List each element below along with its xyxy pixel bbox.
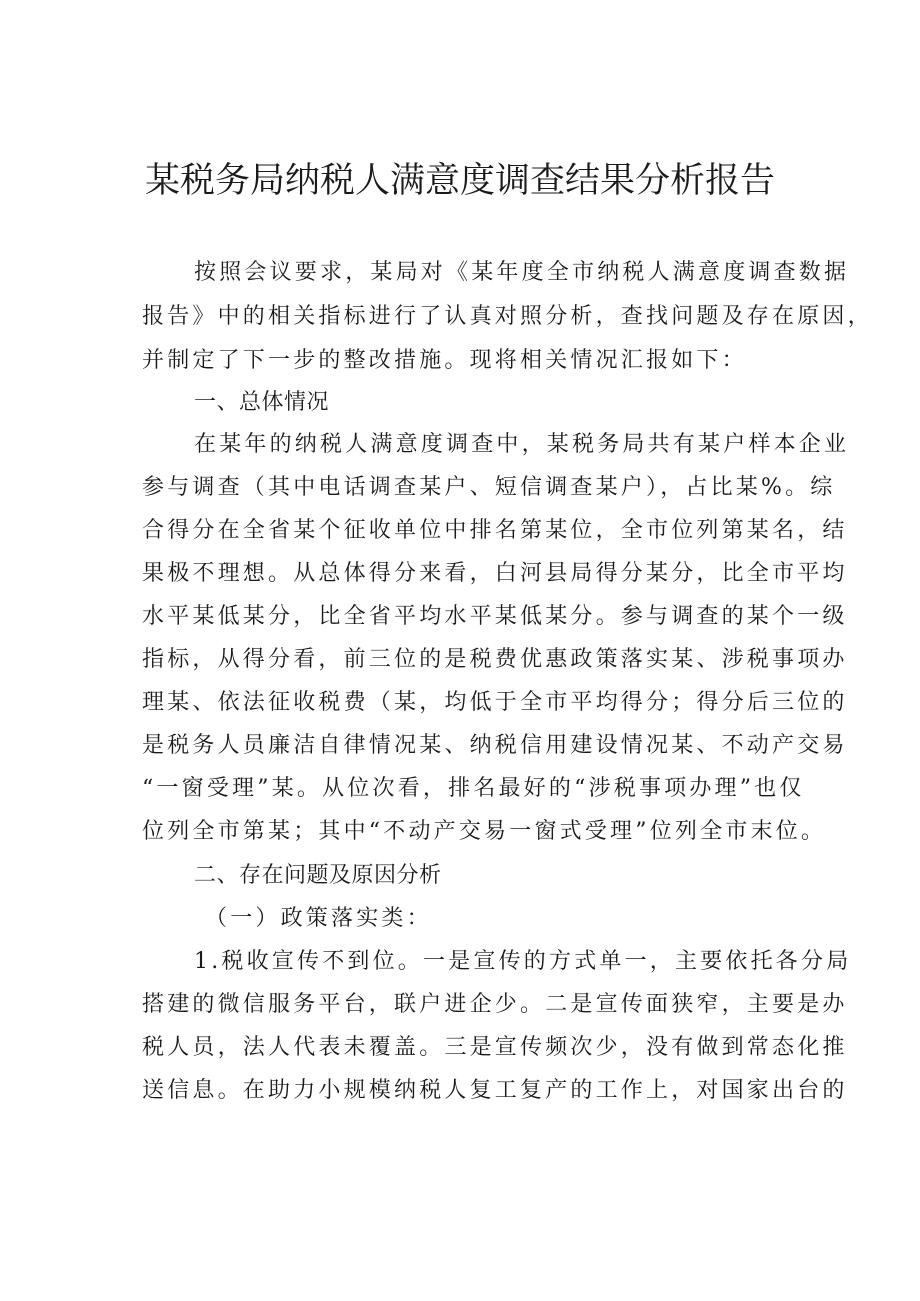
- paragraph-line: 1.税收宣传不到位。一是宣传的方式单一，主要依托各分局: [194, 949, 852, 974]
- paragraph-line: 在某年的纳税人满意度调查中，某税务局共有某户样本企业: [194, 432, 850, 457]
- paragraph-line: “一窗受理”某。从位次看，排名最好的“涉税事项办理”也仅: [142, 776, 805, 801]
- paragraph-line: 送信息。在助力小规模纳税人复工复产的工作上，对国家出台的: [142, 1078, 848, 1103]
- paragraph-line: 合得分在全省某个征收单位中排名第某位，全市位列第某名，结: [142, 518, 848, 543]
- paragraph-line: 按照会议要求，某局对《某年度全市纳税人满意度调查数据: [194, 260, 850, 285]
- section-heading: 一、总体情况: [194, 390, 330, 415]
- paragraph-line: 报告》中的相关指标进行了认真对照分析，查找问题及存在原因，: [142, 304, 873, 329]
- paragraph-line: 参与调查（其中电话调查某户、短信调查某户），占比某%。综: [142, 475, 836, 500]
- subsection-heading: （一）政策落实类：: [205, 906, 432, 931]
- paragraph-line: 指标，从得分看，前三位的是税费优惠政策落实某、涉税事项办: [142, 647, 848, 672]
- paragraph-line: 果极不理想。从总体得分来看，白河县局得分某分，比全市平均: [142, 561, 848, 586]
- paragraph-line: 税人员，法人代表未覆盖。三是宣传频次少，没有做到常态化推: [142, 1035, 848, 1060]
- paragraph-line: 位列全市第某；其中“不动产交易一窗式受理”位列全市末位。: [142, 819, 827, 844]
- paragraph-line: 水平某低某分，比全省平均水平某低某分。参与调查的某个一级: [142, 604, 848, 629]
- paragraph-line: 理某、依法征收税费（某，均低于全市平均得分；得分后三位的: [142, 690, 848, 715]
- document-title: 某税务局纳税人满意度调查结果分析报告: [144, 161, 775, 201]
- paragraph-line: 是税务人员廉洁自律情况某、纳税信用建设情况某、不动产交易: [142, 733, 848, 758]
- paragraph-line: 搭建的微信服务平台，联户进企少。二是宣传面狭窄，主要是办: [142, 992, 848, 1017]
- paragraph-line: 并制定了下一步的整改措施。现将相关情况汇报如下：: [142, 348, 747, 373]
- section-heading: 二、存在问题及原因分析: [194, 863, 442, 888]
